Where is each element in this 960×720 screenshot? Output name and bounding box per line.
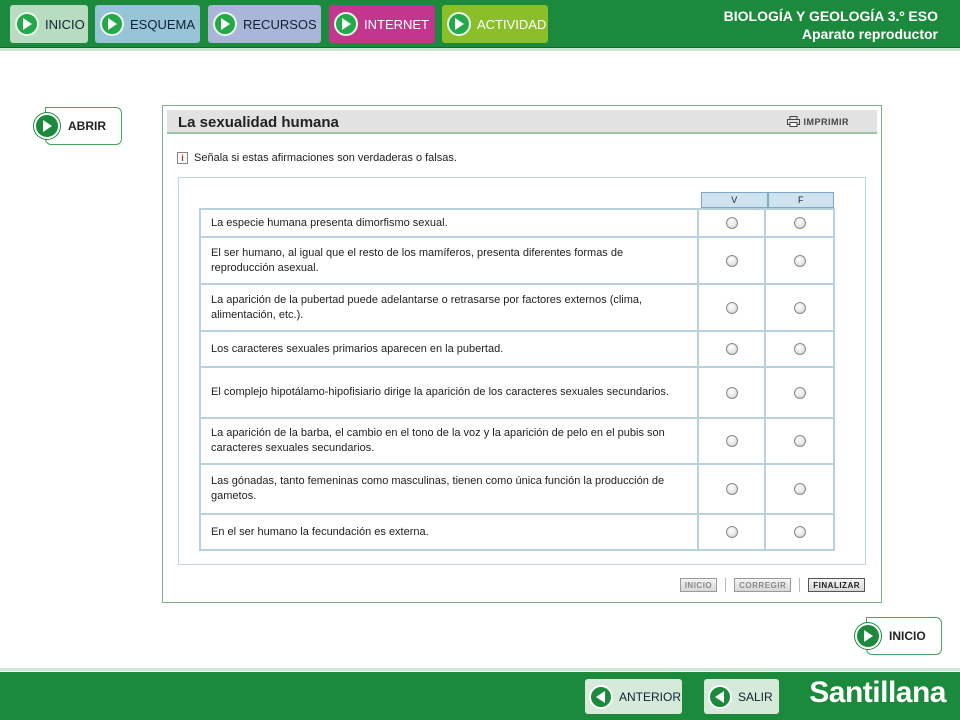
play-arrow-icon xyxy=(100,12,124,36)
option-true-cell xyxy=(699,332,766,366)
nav-inicio-label: INICIO xyxy=(45,16,85,32)
bottom-bar xyxy=(0,672,960,720)
play-arrow-icon xyxy=(213,12,237,36)
reset-button[interactable]: INICIO xyxy=(680,578,717,592)
radio-true[interactable] xyxy=(726,302,738,314)
radio-false[interactable] xyxy=(794,483,806,495)
subject-unit: Aparato reproductor xyxy=(801,26,938,42)
table-row xyxy=(201,285,833,332)
brand-logo: Santillana xyxy=(809,676,946,709)
statement-text: La aparición de la pubertad puede adelantarse o retrasarse por factores externos (clima, alimentación, etc.). xyxy=(201,285,699,330)
subject-course: BIOLOGÍA Y GEOLOGÍA 3.º ESO xyxy=(723,8,938,24)
inicio-side-button[interactable] xyxy=(866,617,942,655)
nav-esquema-label: ESQUEMA xyxy=(130,16,196,32)
finish-button[interactable]: FINALIZAR xyxy=(808,578,865,592)
subject-title xyxy=(724,7,938,43)
instruction-text: Señala si estas afirmaciones son verdaderas o falsas. xyxy=(194,152,457,164)
nav-recursos-button[interactable] xyxy=(208,5,321,43)
table-row xyxy=(201,515,833,549)
top-bar xyxy=(0,0,960,48)
nav-esquema-button[interactable] xyxy=(95,5,200,43)
option-false-cell xyxy=(766,515,833,549)
option-true-cell xyxy=(699,419,766,463)
table-row xyxy=(201,210,833,238)
divider xyxy=(725,578,726,592)
activity-panel xyxy=(162,105,882,603)
play-arrow-icon xyxy=(447,12,471,36)
table-row xyxy=(201,238,833,285)
table-row xyxy=(201,465,833,515)
radio-false[interactable] xyxy=(794,435,806,447)
print-button[interactable] xyxy=(787,116,850,127)
anterior-button[interactable] xyxy=(585,679,682,714)
abrir-button[interactable] xyxy=(45,107,122,145)
instruction xyxy=(177,152,457,164)
nav-inicio-button[interactable] xyxy=(10,5,88,43)
statement-text: El complejo hipotálamo-hipofisiario dirige la aparición de los caracteres sexuales secundarios. xyxy=(201,368,699,417)
nav-recursos-label: RECURSOS xyxy=(243,16,317,32)
radio-false[interactable] xyxy=(794,302,806,314)
option-false-cell xyxy=(766,238,833,283)
radio-false[interactable] xyxy=(794,526,806,538)
panel-footer-buttons xyxy=(680,578,865,592)
back-arrow-icon xyxy=(708,685,732,709)
table-row xyxy=(201,419,833,465)
radio-true[interactable] xyxy=(726,343,738,355)
statement-text: El ser humano, al igual que el resto de los mamíferos, presenta diferentes formas de reproducción asexual. xyxy=(201,238,699,283)
radio-false[interactable] xyxy=(794,343,806,355)
option-true-cell xyxy=(699,515,766,549)
statements-table xyxy=(199,208,835,551)
statement-text: Los caracteres sexuales primarios aparecen en la pubertad. xyxy=(201,332,699,366)
salir-label: SALIR xyxy=(738,689,773,704)
radio-true[interactable] xyxy=(726,387,738,399)
radio-true[interactable] xyxy=(726,435,738,447)
column-header-false: F xyxy=(768,192,835,208)
info-icon: i xyxy=(177,152,188,164)
radio-true[interactable] xyxy=(726,483,738,495)
nav-actividad-button[interactable] xyxy=(442,5,548,43)
play-arrow-icon xyxy=(34,113,60,139)
option-true-cell xyxy=(699,465,766,513)
anterior-label: ANTERIOR xyxy=(619,689,682,704)
radio-true[interactable] xyxy=(726,217,738,229)
radio-true[interactable] xyxy=(726,526,738,538)
column-header-true: V xyxy=(701,192,768,208)
panel-header xyxy=(167,110,877,134)
option-false-cell xyxy=(766,285,833,330)
option-false-cell xyxy=(766,332,833,366)
radio-false[interactable] xyxy=(794,217,806,229)
divider xyxy=(799,578,800,592)
panel-title: La sexualidad humana xyxy=(178,114,339,131)
play-arrow-icon xyxy=(855,623,881,649)
nav-actividad-label: ACTIVIDAD xyxy=(477,16,547,32)
statement-text: Las gónadas, tanto femeninas como masculinas, tienen como única función la producción de gametos. xyxy=(201,465,699,513)
option-false-cell xyxy=(766,465,833,513)
option-false-cell xyxy=(766,419,833,463)
true-false-header xyxy=(701,192,834,208)
radio-true[interactable] xyxy=(726,255,738,267)
radio-false[interactable] xyxy=(794,387,806,399)
correct-button[interactable]: CORREGIR xyxy=(734,578,791,592)
option-true-cell xyxy=(699,238,766,283)
radio-false[interactable] xyxy=(794,255,806,267)
inicio-side-label: INICIO xyxy=(889,629,926,643)
nav-internet-button[interactable] xyxy=(329,5,435,43)
salir-button[interactable] xyxy=(704,679,779,714)
option-true-cell xyxy=(699,210,766,236)
option-true-cell xyxy=(699,285,766,330)
back-arrow-icon xyxy=(589,685,613,709)
nav-internet-label: INTERNET xyxy=(364,16,429,32)
printer-icon xyxy=(787,116,800,127)
option-false-cell xyxy=(766,368,833,417)
play-arrow-icon xyxy=(15,12,39,36)
table-row xyxy=(201,368,833,419)
print-label: IMPRIMIR xyxy=(803,116,849,127)
play-arrow-icon xyxy=(334,12,358,36)
statement-text: La especie humana presenta dimorfismo sexual. xyxy=(201,210,699,236)
option-true-cell xyxy=(699,368,766,417)
option-false-cell xyxy=(766,210,833,236)
abrir-label: ABRIR xyxy=(68,119,106,133)
statement-text: La aparición de la barba, el cambio en el tono de la voz y la aparición de pelo en el pubis son caracteres sexuales secundarios. xyxy=(201,419,699,463)
statement-text: En el ser humano la fecundación es externa. xyxy=(201,515,699,549)
table-row xyxy=(201,332,833,368)
questions-box xyxy=(178,177,866,565)
